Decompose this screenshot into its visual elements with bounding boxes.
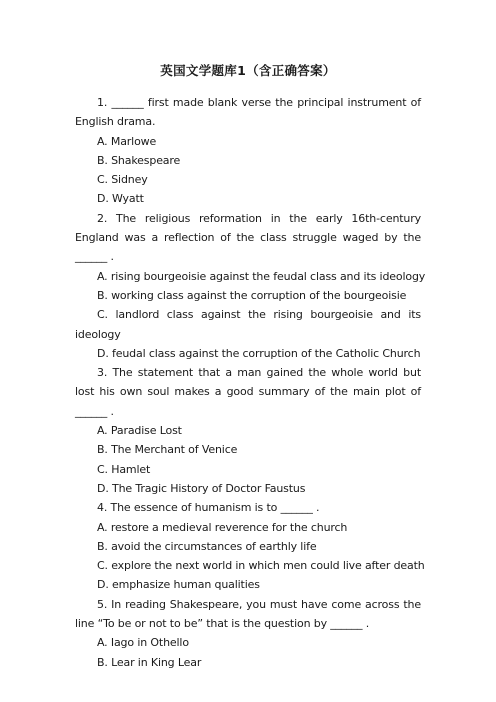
question-stem: 5. In reading Shakespeare, you must have come across the line “To be or not to be” that is the question by ______ . [75,597,421,631]
answer-option: B. working class against the corruption of the bourgeoisie [97,288,407,302]
answer-option: A. rising bourgeoisie against the feudal class and its ideology [97,269,426,283]
answer-option: B. Lear in King Lear [97,655,202,669]
question-stem: 3. The statement that a man gained the whole world but lost his own soul makes a good summary of the main plot of ______ . [75,366,421,418]
answer-option: D. emphasize human qualities [97,578,260,592]
answer-option: B. Shakespeare [97,153,181,167]
answer-option: B. avoid the circumstances of earthly life [97,539,317,553]
answer-option: A. Iago in Othello [97,636,189,650]
question-stem: 2. The religious reformation in the early 16th-century England was a reflection of the class struggle waged by the ______ . [75,211,421,264]
answer-option: C. Sidney [97,173,148,187]
answer-option: C. Hamlet [97,462,151,476]
answer-option: D. Wyatt [97,192,144,206]
answer-option: A. Marlowe [97,134,157,148]
answer-option: A. restore a medieval reverence for the church [97,520,348,534]
page-title: 英国文学题库1（含正确答案） [160,63,336,78]
question-stem: 4. The essence of humanism is to ______ . [97,501,320,515]
answer-option: D. The Tragic History of Doctor Faustus [97,481,306,495]
answer-option: B. The Merchant of Venice [97,443,238,457]
answer-option: C. explore the next world in which men could live after death [97,559,425,573]
answer-option: C. landlord class against the rising bourgeoisie and its ideology [75,308,421,341]
answer-option: A. Paradise Lost [97,424,182,438]
question-stem: 1. ______ first made blank verse the principal instrument of English drama. [75,96,421,129]
question-list [75,93,426,672]
answer-option: D. feudal class against the corruption of the Catholic Church [97,346,421,360]
